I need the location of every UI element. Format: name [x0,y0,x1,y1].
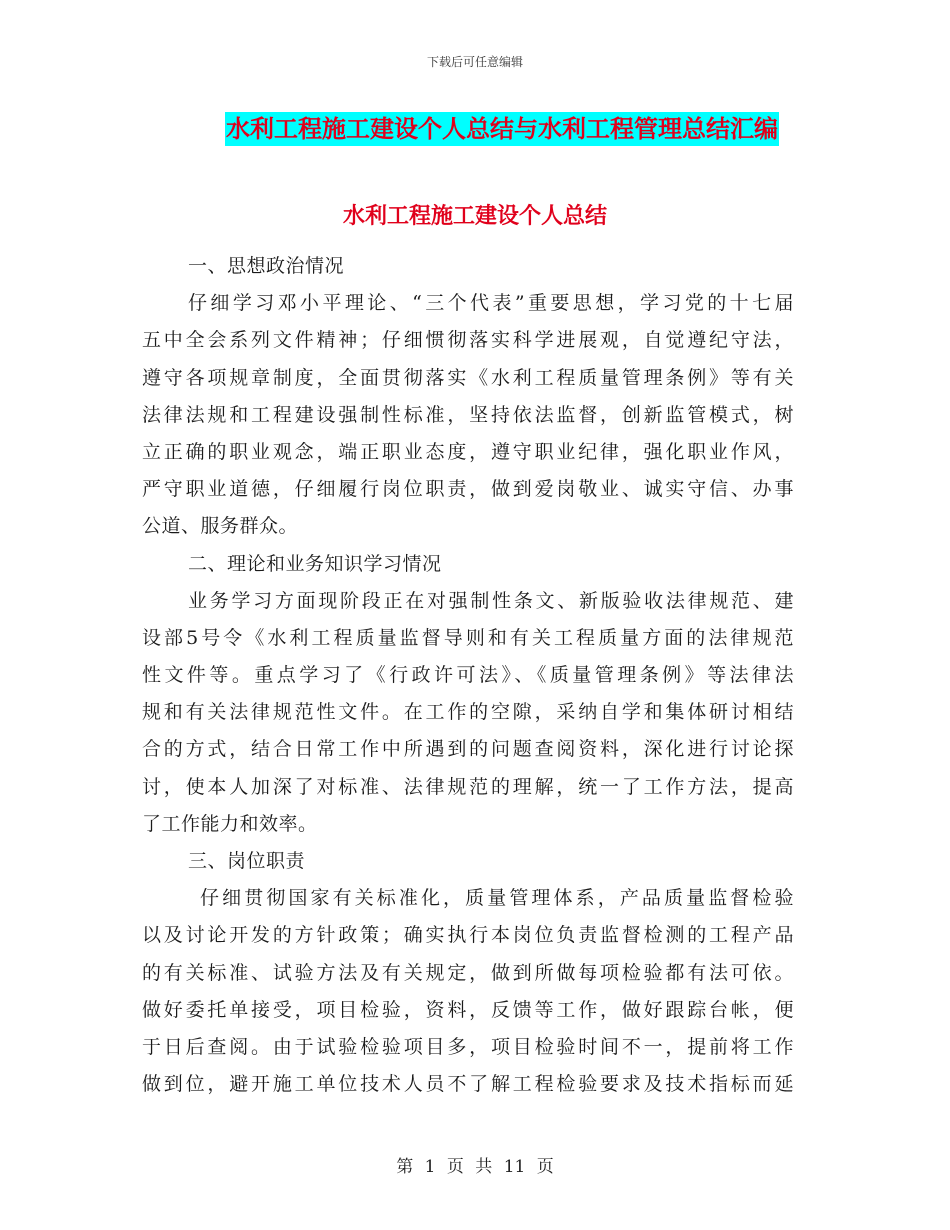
paragraph-line: 做到位，避开施工单位技术人员不了解工程检验要求及技术指标而延 [142,1073,794,1096]
paragraph-line: 公道、服务群众。 [142,515,299,538]
section-title: 水利工程施工建设个人总结 [342,204,607,229]
section-heading: 一、思想政治情况 [188,255,345,277]
paragraph-line: 的有关标准、试验方法及有关规定，做到所做每项检验都有法可依。 [142,961,794,984]
paragraph-line: 合的方式，结合日常工作中所遇到的问题查阅资料，深化进行讨论探 [142,738,794,761]
paragraph-line: 设部5号令《水利工程质量监督导则和有关工程质量方面的法律规范 [142,626,794,649]
paragraph-line: 性文件等。重点学习了《行政许可法》、《质量管理条例》等法律法 [142,664,794,687]
paragraph-line: 严守职业道德，仔细履行岗位职责，做到爱岗敬业、诚实守信、办事 [142,478,794,501]
paragraph-line: 了工作能力和效率。 [142,812,318,835]
paragraph-line: 于日后查阅。由于试验检验项目多，项目检验时间不一，提前将工作 [142,1035,794,1058]
paragraph-line: 业务学习方面现阶段正在对强制性条文、新版验收法律规范、建 [188,589,794,612]
page-footer: 第 1 页 共 11 页 [396,1157,554,1177]
paragraph-line: 以及讨论开发的方针政策；确实执行本岗位负责监督检测的工程产品 [142,924,794,947]
header-note: 下载后可任意编辑 [426,55,523,69]
paragraph-line: 立正确的职业观念，端正职业态度，遵守职业纪律，强化职业作风， [142,440,794,463]
paragraph-line: 法律法规和工程建设强制性标准，坚持依法监督，创新监管模式，树 [142,403,794,426]
paragraph-line: 五中全会系列文件精神；仔细惯彻落实科学进展观，自觉遵纪守法， [142,329,794,352]
document-body [142,248,794,1103]
paragraph-line: 遵守各项规章制度，全面贯彻落实《水利工程质量管理条例》等有关 [142,366,794,389]
main-title-text: 水利工程施工建设个人总结与水利工程管理总结汇编 [225,112,779,146]
section-heading: 二、理论和业务知识学习情况 [188,552,442,575]
paragraph-line: 规和有关法律规范性文件。在工作的空隙，采纳自学和集体研讨相结 [142,701,794,724]
paragraph-line: 仔细学习邓小平理论、“三个代表”重要思想，学习党的十七届 [188,292,794,315]
document-main-title [0,112,950,146]
paragraph-line: 仔细贯彻国家有关标准化，质量管理体系，产品质量监督检验 [200,887,794,910]
paragraph-line: 做好委托单接受，项目检验，资料，反馈等工作，做好跟踪台帐，便 [142,998,794,1021]
section-heading: 三、岗位职责 [188,850,306,872]
paragraph-line: 讨，使本人加深了对标准、法律规范的理解，统一了工作方法，提高 [142,775,794,798]
